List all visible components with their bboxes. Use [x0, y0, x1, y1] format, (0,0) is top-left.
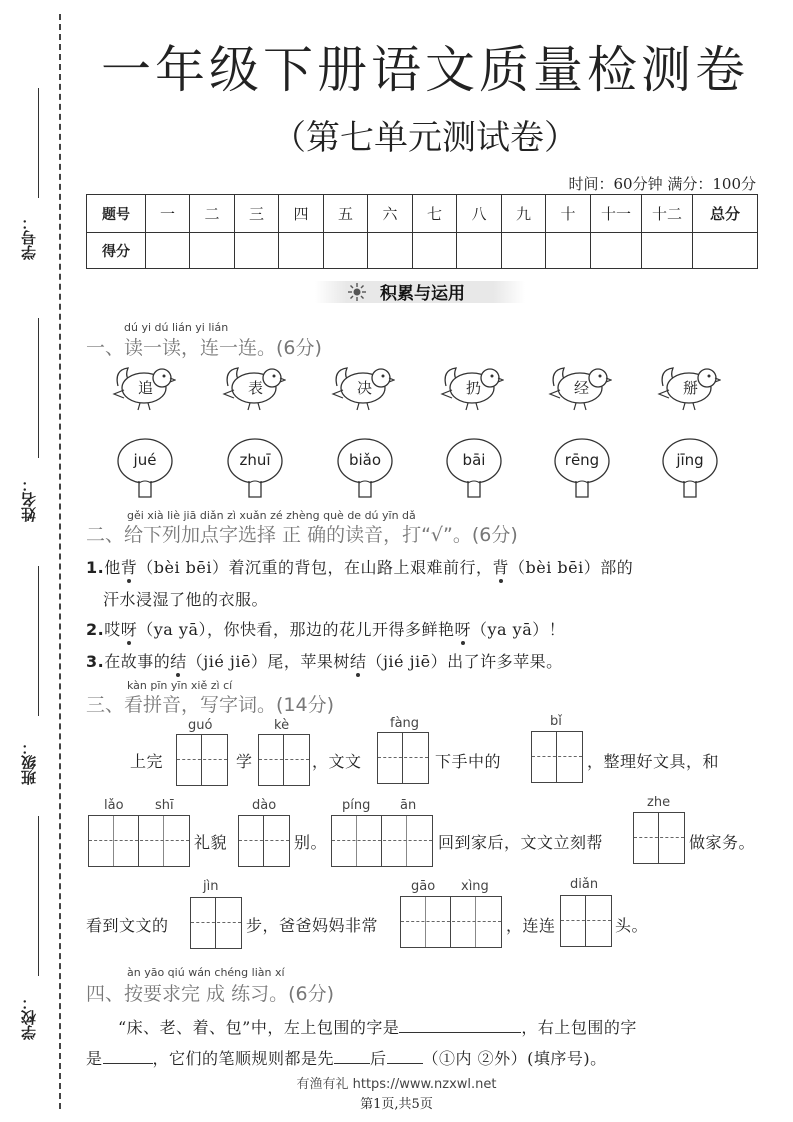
- q3-pinyin-label: zhe: [647, 795, 671, 810]
- q2-item-3: [86, 649, 563, 672]
- q2-dotted-char: 呀: [454, 620, 472, 639]
- tree-pinyin: zhuī: [239, 451, 271, 469]
- q4-line-1: [118, 1015, 637, 1038]
- answer-blank[interactable]: [334, 1049, 370, 1064]
- q3-text: 别。: [294, 833, 328, 852]
- q2-dotted-char: 呀: [120, 620, 138, 639]
- bird-card[interactable]: [657, 360, 721, 412]
- writing-box[interactable]: [176, 734, 228, 786]
- tree-card[interactable]: [444, 437, 504, 499]
- writing-box[interactable]: [560, 895, 612, 947]
- bird-char: 扔: [466, 379, 482, 397]
- name-line[interactable]: [38, 318, 39, 458]
- tree-pinyin: jīng: [676, 451, 704, 469]
- score-row-label: 得分: [87, 233, 146, 269]
- writing-box-double[interactable]: [400, 896, 502, 948]
- tree-card[interactable]: [552, 437, 612, 499]
- q2-options[interactable]: （ya yā）！: [471, 620, 566, 639]
- score-col: 三: [235, 195, 279, 233]
- score-col: 八: [457, 195, 502, 233]
- score-table: [86, 194, 758, 269]
- q2-text: 在故事的: [104, 652, 171, 671]
- bird-card[interactable]: [548, 360, 612, 412]
- q3-text: 下手中的: [435, 752, 502, 771]
- score-cell[interactable]: [591, 233, 642, 269]
- q2-item-1: [86, 555, 633, 578]
- score-col: 七: [413, 195, 457, 233]
- answer-blank[interactable]: [399, 1018, 521, 1033]
- bird-card[interactable]: [440, 360, 504, 412]
- q3-text: 上完: [130, 752, 164, 771]
- q2-pinyin: gěi xià liè jiā diǎn zì xuǎn zé zhèng què de dú yīn dǎ: [127, 509, 416, 522]
- score-col: 六: [368, 195, 413, 233]
- q2-dotted-char: 背: [120, 558, 138, 577]
- writing-box[interactable]: [531, 731, 583, 783]
- score-col: 十: [546, 195, 591, 233]
- class-line[interactable]: [38, 566, 39, 716]
- q3-text: 礼貌: [194, 833, 228, 852]
- q2-dotted-char: 结: [170, 652, 187, 671]
- school-label: 学校：: [20, 995, 38, 1040]
- q4-text: （①内 ②外）(填序号)。: [422, 1049, 607, 1068]
- tree-pinyin: bāi: [462, 451, 486, 469]
- page-title: 一年级下册语文质量检测卷: [101, 41, 749, 99]
- writing-box[interactable]: [633, 812, 685, 864]
- answer-blank[interactable]: [103, 1049, 153, 1064]
- name-label: 姓名：: [20, 477, 38, 522]
- q3-text: 看到文文的: [86, 916, 169, 935]
- score-cell[interactable]: [190, 233, 235, 269]
- score-cell[interactable]: [146, 233, 190, 269]
- q3-text: 步，爸爸妈妈非常: [246, 916, 379, 935]
- q2-options[interactable]: （ya yā），你快看，那边的花儿开得多鲜艳: [137, 620, 455, 639]
- watermark-text: 有渔有礼 https://www.nzxwl.net: [296, 1077, 497, 1092]
- q2-options[interactable]: （bèi bēi）着沉重的背包，在山路上艰难前行，: [137, 558, 493, 577]
- score-col: 五: [324, 195, 368, 233]
- q3-pinyin-label: gāo: [411, 879, 436, 894]
- tree-card[interactable]: [225, 437, 285, 499]
- q2-text: 他: [104, 558, 121, 577]
- q4-text: ，它们的笔顺规则都是先: [152, 1049, 335, 1068]
- time-info: 时间：60分钟 满分：100分: [568, 175, 756, 193]
- writing-box-double[interactable]: [331, 815, 433, 867]
- bird-char: 决: [357, 379, 373, 397]
- score-table-header-label: 题号: [87, 195, 146, 233]
- q4-text: ，右上包围的字: [521, 1018, 637, 1037]
- q3-text: ，整理好文具，和: [587, 752, 720, 771]
- bird-card[interactable]: [112, 360, 176, 412]
- page-subtitle: （第七单元测试卷）: [272, 118, 578, 158]
- score-cell[interactable]: [279, 233, 324, 269]
- q2-item-number: 1.: [86, 558, 105, 577]
- writing-box[interactable]: [377, 732, 429, 784]
- student-id-line[interactable]: [38, 88, 39, 198]
- school-line[interactable]: [38, 816, 39, 976]
- q3-pinyin-label: diǎn: [570, 877, 599, 892]
- q2-item-1-cont: 汗水浸湿了他的衣服。: [103, 590, 269, 609]
- score-cell[interactable]: [235, 233, 279, 269]
- bird-card[interactable]: [222, 360, 286, 412]
- tree-pinyin: biǎo: [348, 451, 382, 469]
- q3-text: 回到家后，文文立刻帮: [438, 833, 604, 852]
- q4-text: “床、老、着、包”中，左上包围的字是: [118, 1018, 400, 1037]
- q2-options[interactable]: （bèi bēi）部的: [509, 558, 634, 577]
- q3-text: ，文文: [312, 752, 362, 771]
- q4-heading: 四、按要求完 成 练习。(6分): [86, 983, 334, 1005]
- tree-card[interactable]: [335, 437, 395, 499]
- q4-line-2: [86, 1046, 607, 1069]
- writing-box[interactable]: [258, 734, 310, 786]
- q2-text: 哎: [104, 620, 121, 639]
- student-id-label: 学号：: [20, 215, 38, 260]
- q1-heading: 一、读一读，连一连。(6分): [86, 337, 322, 359]
- tree-pinyin: rēng: [564, 451, 600, 469]
- q2-item-number: 3.: [86, 652, 105, 671]
- q2-item-2: [86, 617, 565, 640]
- q3-pinyin-label: dào: [252, 798, 277, 813]
- score-cell[interactable]: [502, 233, 546, 269]
- score-cell[interactable]: [413, 233, 457, 269]
- writing-box[interactable]: [238, 815, 290, 867]
- score-cell[interactable]: [368, 233, 413, 269]
- tree-card[interactable]: [660, 437, 720, 499]
- score-col: 十二: [642, 195, 693, 233]
- q3-pinyin-label: guó: [188, 718, 213, 733]
- bird-char: 表: [248, 379, 264, 397]
- q3-pinyin-label: ān: [400, 798, 417, 813]
- q3-pinyin-label: píng: [342, 798, 371, 813]
- score-cell-total[interactable]: [693, 233, 758, 269]
- q2-dotted-char: 结: [349, 652, 367, 671]
- q2-item-number: 2.: [86, 620, 105, 639]
- score-col: 十一: [591, 195, 642, 233]
- q1-pinyin: dú yi dú lián yi lián: [124, 321, 229, 334]
- bird-char: 经: [574, 379, 590, 397]
- q3-pinyin-label: kè: [274, 718, 290, 733]
- score-col: 二: [190, 195, 235, 233]
- q4-pinyin: àn yāo qiú wán chéng liàn xí: [127, 966, 285, 979]
- q3-text: 学: [236, 752, 253, 771]
- score-cell[interactable]: [546, 233, 591, 269]
- q3-pinyin: kàn pīn yīn xiě zì cí: [127, 679, 233, 692]
- q3-text: 做家务。: [689, 833, 756, 852]
- writing-box-double[interactable]: [88, 815, 190, 867]
- q3-pinyin-label: shī: [155, 798, 174, 813]
- q2-options[interactable]: （jié jiē）出了许多苹果。: [366, 652, 563, 671]
- q3-heading: 三、看拼音，写字词。(14分): [86, 694, 335, 716]
- class-label: 班级：: [20, 740, 38, 785]
- score-col-total: 总分: [693, 195, 758, 233]
- q3-text: 头。: [615, 916, 649, 935]
- q3-pinyin-label: bǐ: [550, 714, 562, 729]
- score-cell[interactable]: [324, 233, 368, 269]
- score-cell[interactable]: [457, 233, 502, 269]
- section-title: 积累与运用: [380, 284, 465, 304]
- q2-heading: 二、给下列加点字选择 正 确的读音，打“√”。(6分): [86, 524, 518, 546]
- q2-options[interactable]: （jié jiē）尾，苹果树: [186, 652, 350, 671]
- q3-text: ，连连: [506, 916, 556, 935]
- sun-icon: [348, 283, 366, 301]
- q3-pinyin-label: xìng: [461, 879, 489, 894]
- score-cell[interactable]: [642, 233, 693, 269]
- bird-char: 掰: [683, 379, 699, 397]
- score-col: 四: [279, 195, 324, 233]
- q3-pinyin-label: fàng: [390, 716, 420, 731]
- tree-pinyin: jué: [133, 451, 157, 469]
- bird-card[interactable]: [331, 360, 395, 412]
- q4-text: 是: [86, 1049, 103, 1068]
- q4-text: 后: [370, 1049, 387, 1068]
- q2-dotted-char: 背: [492, 558, 510, 577]
- tree-card[interactable]: [115, 437, 175, 499]
- score-col: 九: [502, 195, 546, 233]
- score-col: 一: [146, 195, 190, 233]
- q3-pinyin-label: jìn: [203, 879, 219, 894]
- writing-box[interactable]: [190, 897, 242, 949]
- q3-pinyin-label: lǎo: [104, 798, 124, 813]
- bird-char: 追: [138, 379, 154, 397]
- binding-dashed-line: [59, 14, 61, 1109]
- answer-blank[interactable]: [387, 1049, 423, 1064]
- page-number: 第1页,共5页: [360, 1097, 433, 1112]
